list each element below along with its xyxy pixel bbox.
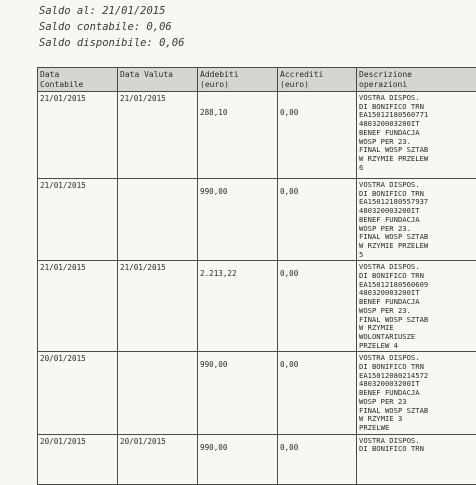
cell-descrizione	[357, 434, 476, 484]
header-accrediti: Accrediti (euro)	[278, 68, 357, 92]
description-line: DI BONIFICO TRN	[359, 103, 474, 112]
header-data-contabile: Data Contabile	[38, 68, 118, 92]
header-data-valuta: Data Valuta	[118, 68, 198, 92]
description-line: FINAL WOSP SZTAB	[359, 316, 474, 325]
saldo-contabile: Saldo contabile: 0,06	[39, 19, 184, 35]
description-line: W RZYMIE	[359, 324, 474, 333]
cell-data-valuta	[118, 179, 198, 261]
saldo-summary	[39, 3, 184, 51]
cell-addebiti: 990,00	[198, 434, 278, 484]
cell-addebiti: 2.213,22	[198, 261, 278, 352]
transactions-body	[38, 92, 476, 485]
description-line: PRZELEW 4	[359, 342, 474, 351]
cell-addebiti: 990,00	[198, 179, 278, 261]
description-line: EA15012180560771	[359, 111, 474, 120]
description-line: BENEF FUNDACJA	[359, 129, 474, 138]
description-line: PRZELWE	[359, 424, 474, 433]
description-line: FINAL WOSP SZTAB	[359, 233, 474, 242]
description-line: VOSTRA DISPOS.	[359, 354, 474, 363]
cell-descrizione	[357, 179, 476, 261]
cell-data-contabile: 20/01/2015	[38, 352, 118, 434]
description-line: WOSP PER 23.	[359, 307, 474, 316]
description-line: WOSP PER 23.	[359, 225, 474, 234]
description-line: WOSP PER 23.	[359, 138, 474, 147]
description-line: W RZYMIE PRZELEW	[359, 155, 474, 164]
header-descrizione: Descrizione operazioni	[357, 68, 476, 92]
description-line: FINAL WOSP SZTAB	[359, 407, 474, 416]
cell-descrizione	[357, 261, 476, 352]
description-line: DI BONIFICO TRN	[359, 272, 474, 281]
transactions-table	[37, 67, 476, 485]
cell-data-contabile: 21/01/2015	[38, 261, 118, 352]
cell-data-valuta: 20/01/2015	[118, 434, 198, 484]
description-line: 480320003200IT	[359, 207, 474, 216]
cell-data-contabile: 21/01/2015	[38, 179, 118, 261]
saldo-disponibile: Saldo disponibile: 0,06	[39, 35, 184, 51]
description-line: 480320003200IT	[359, 120, 474, 129]
description-line: 480320003200IT	[359, 289, 474, 298]
cell-descrizione	[357, 352, 476, 434]
table-row	[38, 352, 476, 434]
description-line: BENEF FUNDACJA	[359, 389, 474, 398]
description-line: 5	[359, 251, 474, 260]
description-line: 480320003200IT	[359, 380, 474, 389]
table-row	[38, 261, 476, 352]
description-line: DI BONIFICO TRN	[359, 445, 474, 454]
description-line: VOSTRA DISPOS.	[359, 263, 474, 272]
cell-accrediti: 0,00	[278, 352, 357, 434]
description-line: BENEF FUNDACJA	[359, 216, 474, 225]
table-row	[38, 92, 476, 179]
description-line: FINAL WOSP SZTAB	[359, 146, 474, 155]
description-line: VOSTRA DISPOS.	[359, 437, 474, 446]
cell-data-valuta	[118, 352, 198, 434]
table-row	[38, 179, 476, 261]
description-line: EA15012180557937	[359, 198, 474, 207]
description-line: EA15012080214572	[359, 372, 474, 381]
cell-data-valuta: 21/01/2015	[118, 92, 198, 179]
cell-accrediti: 0,00	[278, 261, 357, 352]
description-line: VOSTRA DISPOS.	[359, 94, 474, 103]
description-line: 6	[359, 164, 474, 173]
cell-data-contabile: 21/01/2015	[38, 92, 118, 179]
saldo-date: Saldo al: 21/01/2015	[39, 3, 184, 19]
description-line: WOSP PER 23	[359, 398, 474, 407]
description-line: WOLONTARIUSZE	[359, 333, 474, 342]
cell-accrediti: 0,00	[278, 92, 357, 179]
cell-descrizione	[357, 92, 476, 179]
description-line: DI BONIFICO TRN	[359, 363, 474, 372]
cell-addebiti: 990,00	[198, 352, 278, 434]
description-line: VOSTRA DISPOS.	[359, 181, 474, 190]
description-line: W RZYMIE 3	[359, 415, 474, 424]
description-line: W RZYMIE PRZELEW	[359, 242, 474, 251]
cell-data-contabile: 20/01/2015	[38, 434, 118, 484]
cell-accrediti: 0,00	[278, 434, 357, 484]
cell-addebiti: 288,10	[198, 92, 278, 179]
cell-accrediti: 0,00	[278, 179, 357, 261]
header-addebiti: Addebiti (euro)	[198, 68, 278, 92]
description-line: DI BONIFICO TRN	[359, 190, 474, 199]
description-line: BENEF FUNDACJA	[359, 298, 474, 307]
table-header-row	[38, 68, 476, 92]
cell-data-valuta: 21/01/2015	[118, 261, 198, 352]
table-row	[38, 434, 476, 484]
description-line: EA15012180560609	[359, 281, 474, 290]
